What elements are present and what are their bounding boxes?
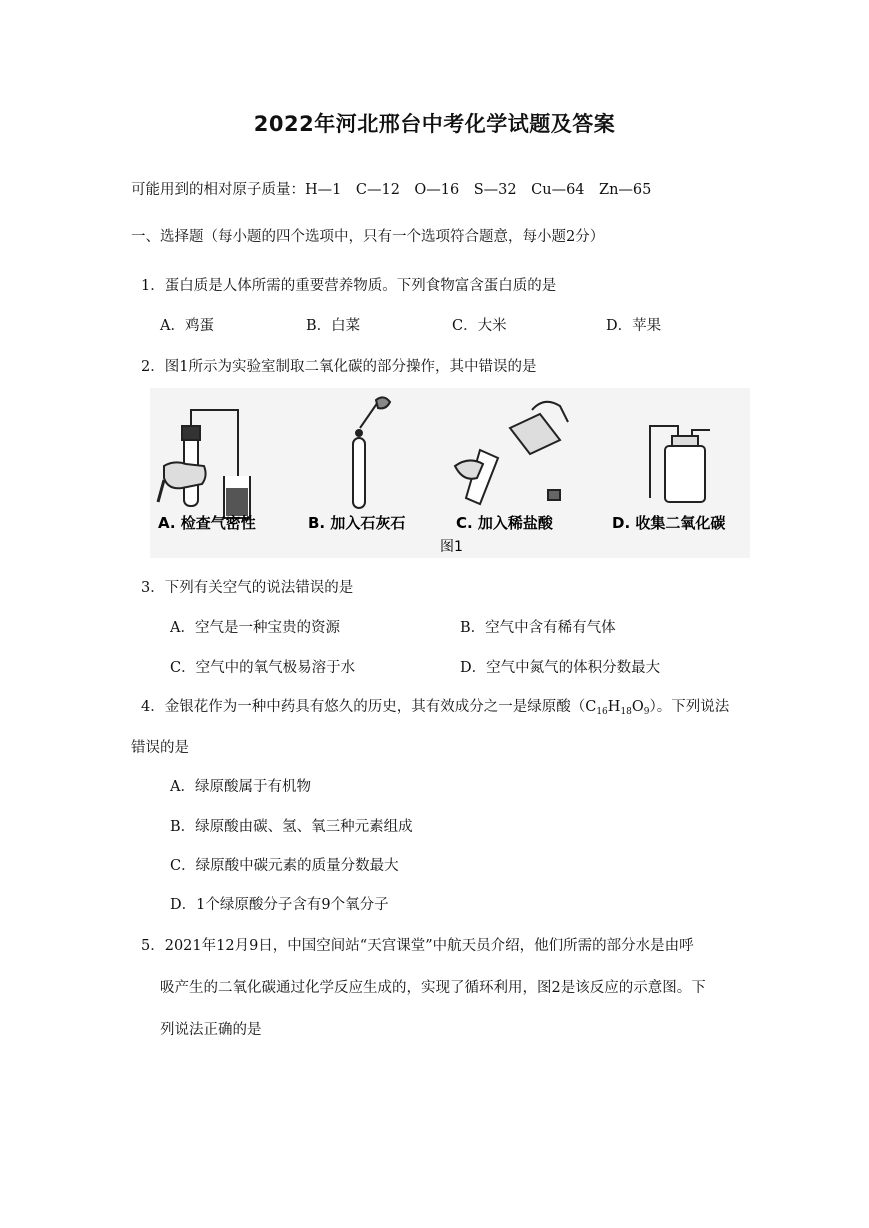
question-4-option-b: B．绿原酸由碳、氢、氧三种元素组成	[170, 819, 413, 835]
question-3-option-c: C．空气中的氧气极易溶于水	[170, 660, 356, 676]
question-3-option-a: A．空气是一种宝贵的资源	[170, 620, 340, 636]
question-4-option-d: D．1个绿原酸分子含有9个氧分子	[170, 897, 389, 913]
question-1-stem: 1．蛋白质是人体所需的重要营养物质。下列食物富含蛋白质的是	[141, 278, 557, 294]
figure-label-a: A. 检查气密性	[158, 514, 256, 532]
question-3-stem: 3．下列有关空气的说法错误的是	[141, 580, 354, 596]
question-5-line3: 列说法正确的是	[160, 1022, 262, 1038]
question-3-option-d: D．空气中氮气的体积分数最大	[460, 660, 661, 676]
figure-caption: 图1	[440, 539, 463, 555]
question-1-option-a: A．鸡蛋	[160, 318, 214, 334]
section-heading: 一、选择题（每小题的四个选项中，只有一个选项符合题意，每小题2分）	[131, 229, 605, 245]
atomic-masses: 可能用到的相对原子质量：H—1 C—12 O—16 S—32 Cu—64 Zn—65	[131, 182, 652, 198]
question-4-stem: 4．金银花作为一种中药具有悠久的历史，其有效成分之一是绿原酸$(C_{16}H_{18}O_9)$。下列说法	[141, 699, 730, 717]
question-1-option-b: B．白菜	[306, 318, 361, 334]
question-4-stem-line2: 错误的是	[131, 740, 189, 756]
figure-label-d: D. 收集二氧化碳	[612, 514, 726, 532]
question-4-option-c: C．绿原酸中碳元素的质量分数最大	[170, 858, 399, 874]
question-3-option-b: B．空气中含有稀有气体	[460, 620, 616, 636]
question-5-line2: 吸产生的二氧化碳通过化学反应生成的，实现了循环利用，图2是该反应的示意图。下	[160, 980, 706, 996]
question-5-line1: 5．2021年12月9日，中国空间站“天宫课堂”中航天员介绍，他们所需的部分水是由呼	[141, 938, 694, 954]
question-1-option-d: D．苹果	[606, 318, 662, 334]
question-4-option-a: A．绿原酸属于有机物	[170, 779, 311, 795]
question-2-stem: 2．图1所示为实验室制取二氧化碳的部分操作，其中错误的是	[141, 359, 537, 375]
figure-1-lab-operations	[150, 388, 750, 558]
figure-label-b: B. 加入石灰石	[308, 514, 406, 532]
question-1-option-c: C．大米	[452, 318, 507, 334]
page-title: 2022年河北邢台中考化学试题及答案	[253, 112, 616, 136]
figure-label-c: C. 加入稀盐酸	[456, 514, 553, 532]
